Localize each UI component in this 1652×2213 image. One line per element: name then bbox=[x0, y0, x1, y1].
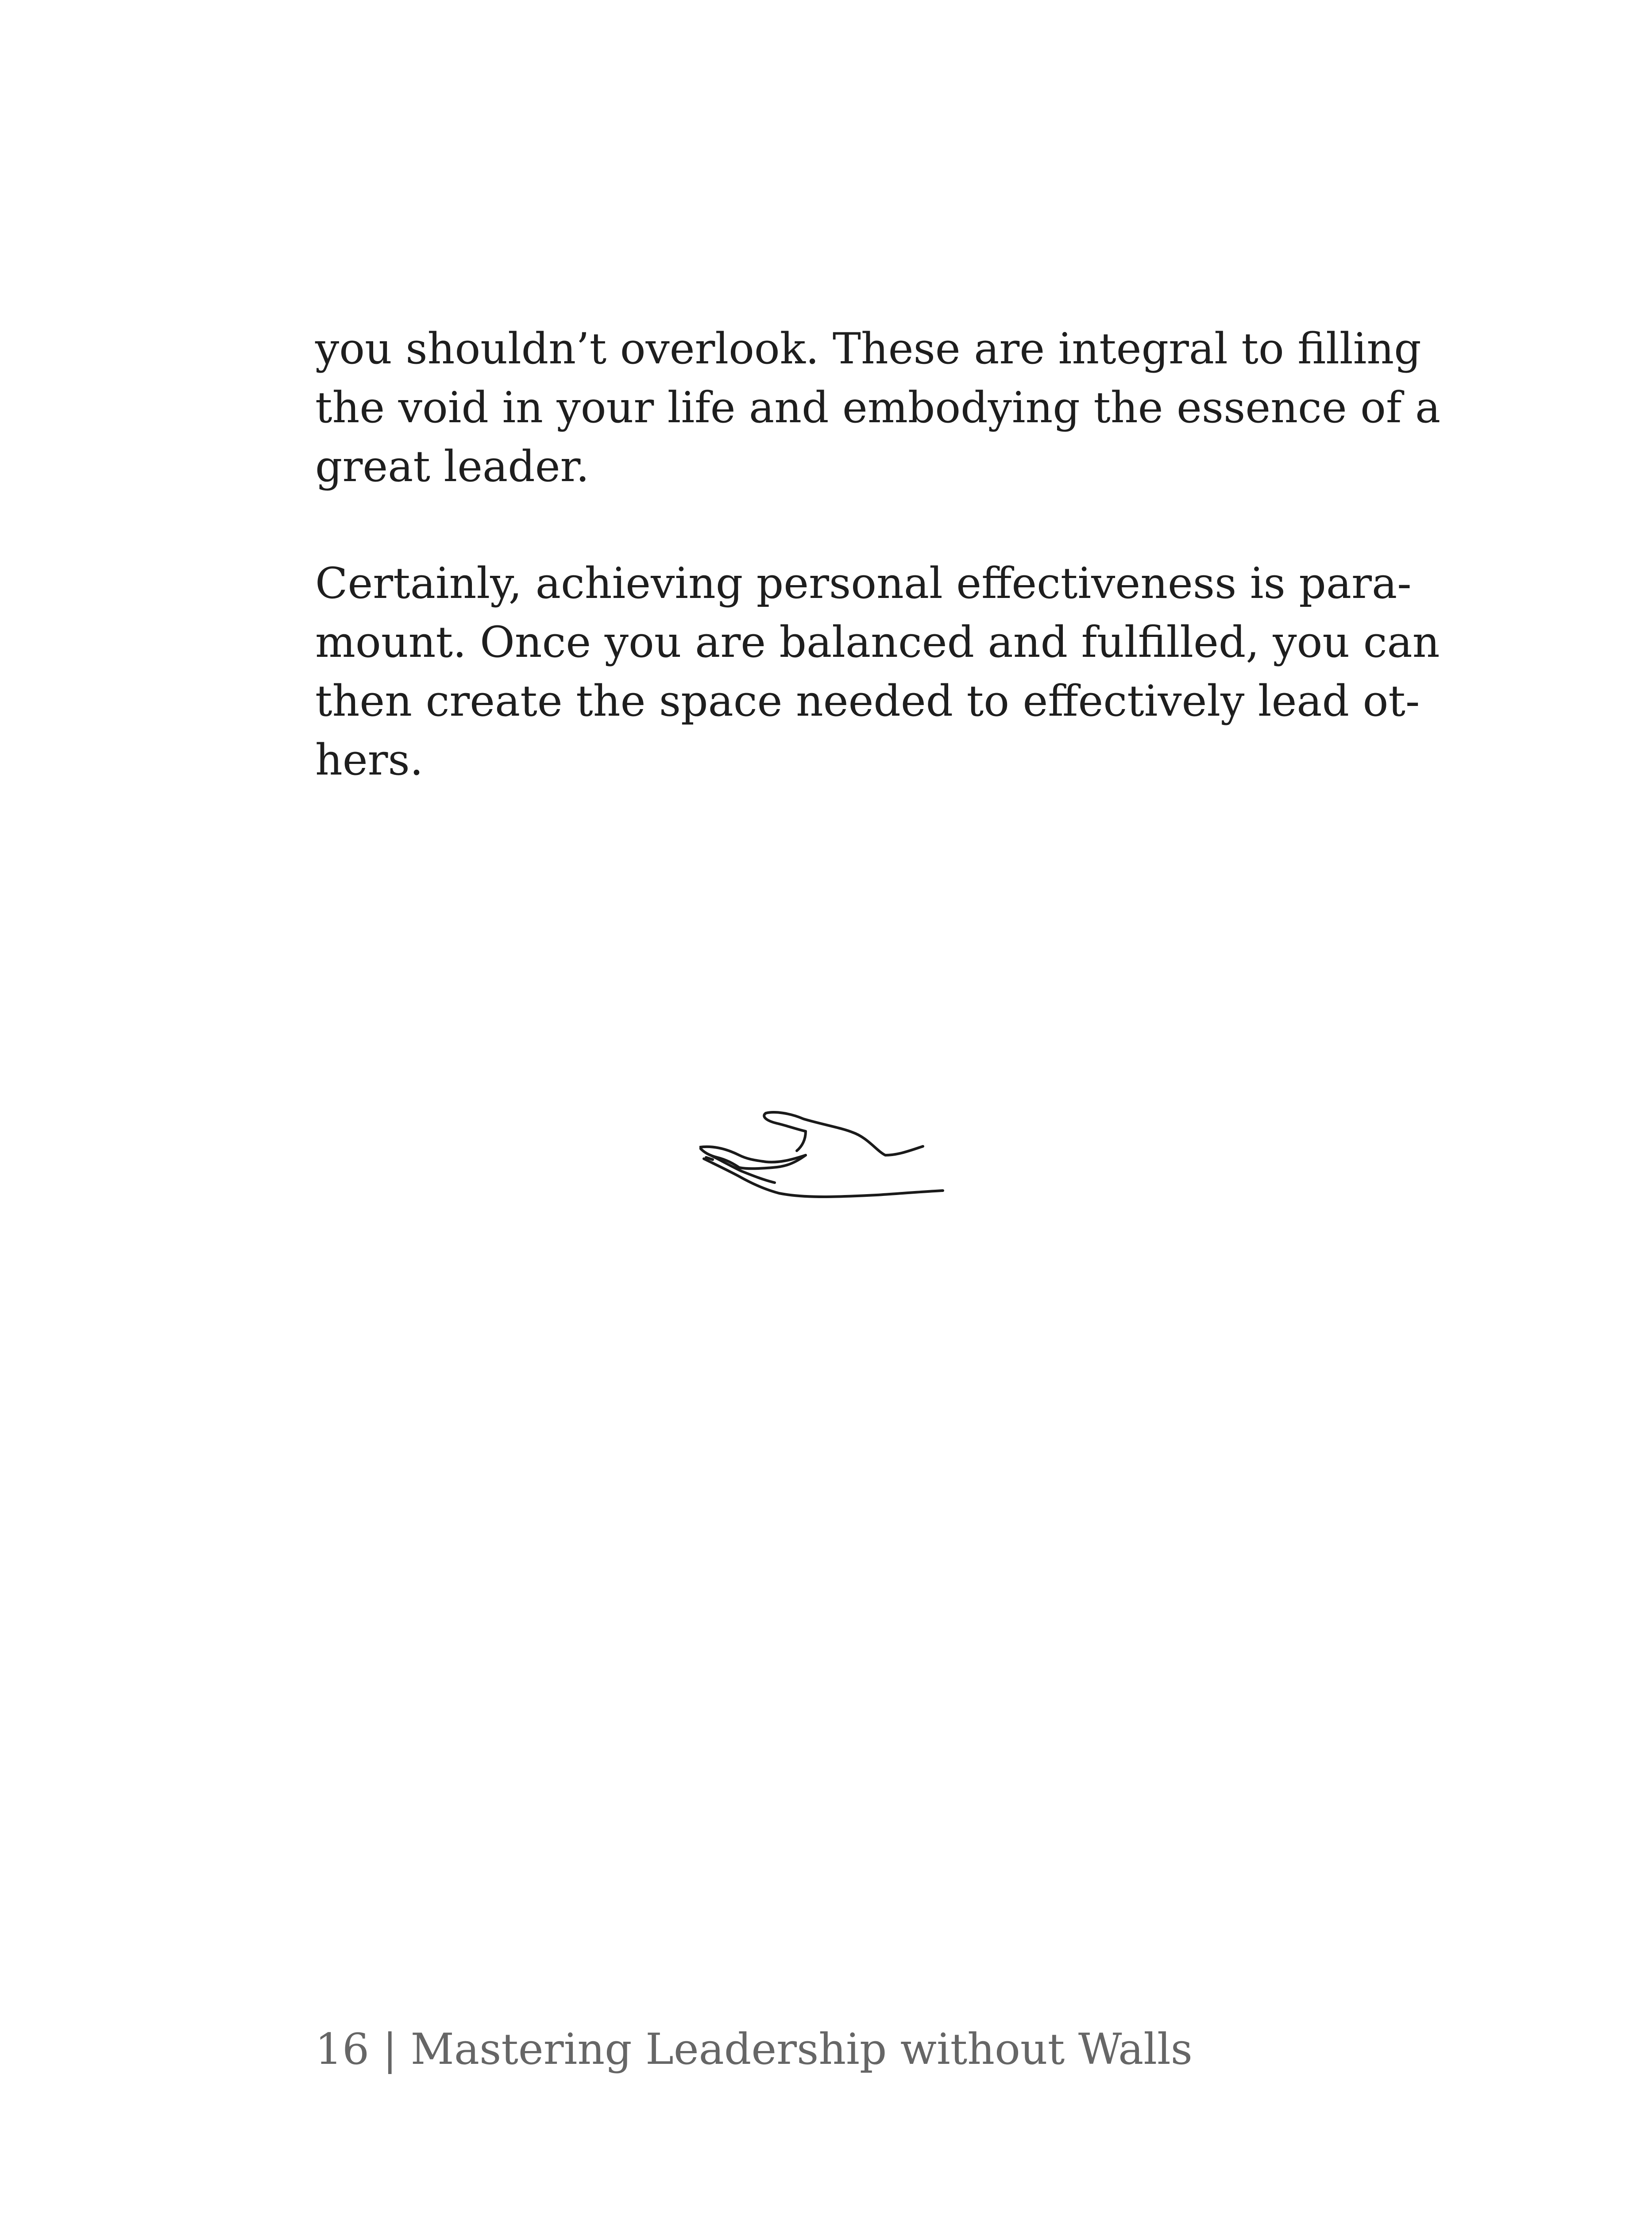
paragraph-line: you shouldn’t overlook. These are integral to filling bbox=[315, 324, 1421, 374]
paragraph-line: hers. bbox=[315, 735, 424, 785]
running-footer: 16 | Mastering Leadership without Walls bbox=[315, 2024, 1193, 2074]
paragraph-line: mount. Once you are balanced and fulfilled, you can bbox=[315, 617, 1440, 667]
paragraph-1 bbox=[315, 320, 1441, 496]
paragraph-line: great leader. bbox=[315, 442, 590, 491]
paragraph-line: then create the space needed to effectively lead ot- bbox=[315, 676, 1420, 726]
paragraph-line: the void in your life and embodying the essence of a bbox=[315, 383, 1441, 432]
paragraph-line: Certainly, achieving personal effectiveness is para- bbox=[315, 559, 1412, 608]
open-hand-icon bbox=[699, 1093, 956, 1208]
paragraph-2 bbox=[315, 554, 1440, 790]
